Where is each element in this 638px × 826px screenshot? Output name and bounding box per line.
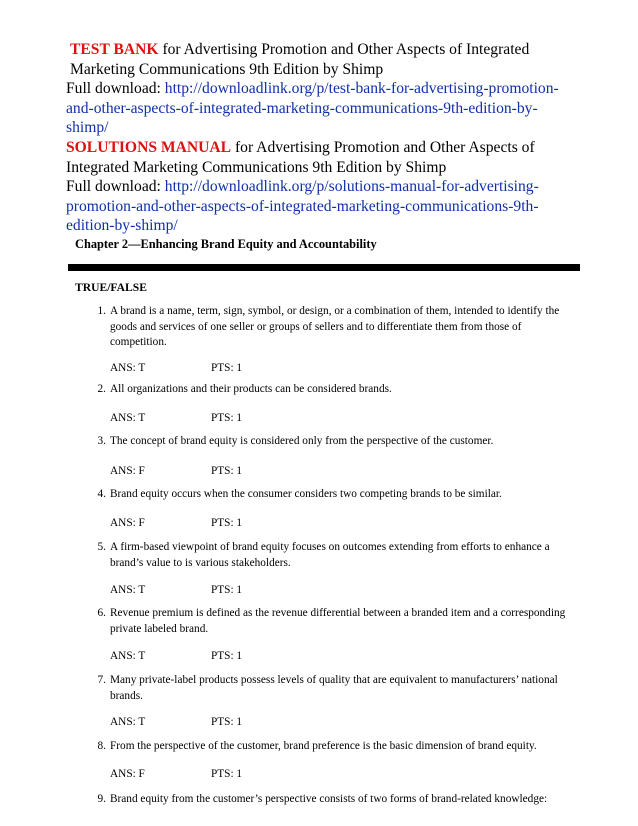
points-value: PTS: 1 [211,768,243,780]
question-text [110,434,584,450]
solutions-line-1 [66,138,586,158]
points-value: PTS: 1 [211,465,243,477]
question-text [110,739,584,755]
points-value: PTS: 1 [211,412,243,424]
answer-value: ANS: F [110,768,145,780]
points-value: PTS: 1 [211,584,243,596]
question-text [110,792,584,808]
solutions-line-2: Integrated Marketing Communications 9th Edition by Shimp [66,158,447,176]
question-number: 4. [97,488,106,500]
question-text [110,606,584,637]
solutions-download-line [66,177,586,197]
question-line: Brand equity occurs when the consumer considers two competing brands to be similar. [110,488,502,500]
answer-value: ANS: T [110,362,146,374]
test-bank-link-end [66,118,586,138]
solutions-link[interactable]: http://downloadlink.org/p/solutions-manual-for-advertising- [164,178,539,196]
test-bank-label: TEST BANK [70,41,159,58]
question-number: 5. [97,541,106,553]
test-bank-line-2: Marketing Communications 9th Edition by Shimp [70,60,384,78]
solutions-link-part-3[interactable]: edition-by-shimp/ [66,217,178,235]
section-title: TRUE/FALSE [75,281,147,294]
solutions-link-cont [66,197,586,217]
question-line: A firm-based viewpoint of brand equity focuses on outcomes extending from efforts to enhance a [110,541,550,553]
question-line: brand’s value to is various stakeholders. [110,556,291,569]
test-bank-title: for Advertising Promotion and Other Aspects of Integrated [158,41,530,58]
answer-value: ANS: T [110,412,146,424]
test-bank-link-part-3[interactable]: shimp/ [66,119,109,137]
question-text [110,382,584,398]
question-number: 1. [97,305,106,317]
test-bank-link[interactable]: http://downloadlink.org/p/test-bank-for-advertising-promotion- [164,80,559,98]
test-bank-link-cont [66,99,586,119]
question-text [110,673,584,704]
solutions-title: for Advertising Promotion and Other Aspects of [231,138,535,156]
question-line: competition. [110,336,167,349]
question-line: goods and services of one seller or groups of sellers and to differentiate them from those of [110,320,522,333]
answer-value: ANS: T [110,584,146,596]
test-bank-download-line [66,79,586,99]
question-line: Revenue premium is defined as the revenue differential between a branded item and a corresponding [110,607,566,619]
question-number: 7. [97,674,106,686]
question-text [110,487,584,503]
solutions-manual-label: SOLUTIONS MANUAL [66,138,232,156]
download-label: Full download: [66,80,165,98]
points-value: PTS: 1 [211,716,243,728]
download-label: Full download: [66,178,165,196]
test-bank-line-1 [66,40,586,60]
question-number: 8. [97,740,106,752]
answer-value: ANS: T [110,650,146,662]
solutions-link-part-2[interactable]: promotion-and-other-aspects-of-integrated-marketing-communications-9th- [66,197,539,215]
chapter-title: Chapter 2—Enhancing Brand Equity and Accountability [75,237,377,251]
question-number: 3. [97,435,106,447]
question-text [110,540,584,571]
answer-value: ANS: F [110,517,145,529]
answer-value: ANS: T [110,716,146,728]
question-line: A brand is a name, term, sign, symbol, or design, or a combination of them, intended to identify the [110,305,560,317]
question-number: 9. [97,793,106,805]
question-line: Brand equity from the customer’s perspective consists of two forms of brand-related knowledge: [110,793,548,805]
question-text [110,304,584,351]
heading-divider [68,264,580,271]
question-line: Many private-label products possess levels of quality that are equivalent to manufacturers’ national [110,674,558,686]
question-line: From the perspective of the customer, brand preference is the basic dimension of brand equity. [110,740,537,752]
question-number: 2. [97,383,106,395]
test-bank-link-part-2[interactable]: and-other-aspects-of-integrated-marketing-communications-9th-edition-by- [66,99,538,117]
download-header [66,40,586,236]
points-value: PTS: 1 [211,362,243,374]
question-line: All organizations and their products can be considered brands. [110,383,392,395]
answer-value: ANS: F [110,465,145,477]
points-value: PTS: 1 [211,517,243,529]
question-number: 6. [97,607,106,619]
question-line: The concept of brand equity is considered only from the perspective of the customer. [110,435,494,447]
solutions-link-end [66,216,586,236]
question-line: brands. [110,689,143,702]
points-value: PTS: 1 [211,650,243,662]
question-line: private labeled brand. [110,622,209,635]
